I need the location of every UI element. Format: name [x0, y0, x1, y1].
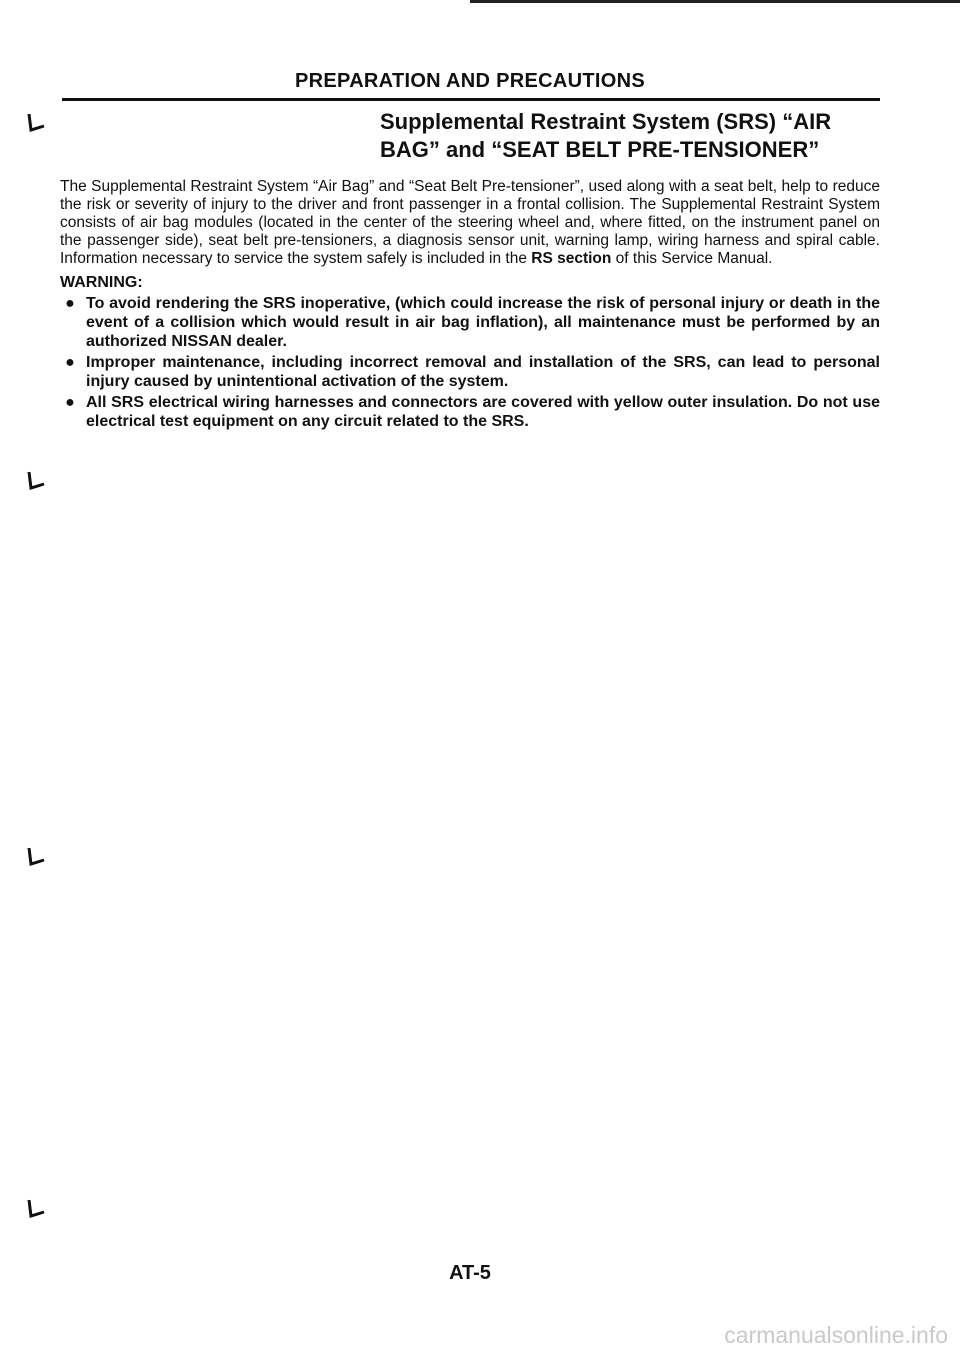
intro-paragraph: [60, 178, 880, 268]
binder-clip-mark-icon: [26, 112, 46, 136]
rs-section-reference: RS section: [531, 250, 612, 267]
warning-item: [60, 353, 880, 391]
warning-item-text: Improper maintenance, including incorrect removal and installation of the SRS, can lead to personal injury caused by unintentional activation of the system.: [86, 354, 880, 390]
warning-item: [60, 393, 880, 431]
warning-item-text: To avoid rendering the SRS inoperative, (which could increase the risk of personal injury or death in the event of a collision which would result in air bag inflation), all maintenance must be performed by an authorized NISSAN dealer.: [86, 295, 880, 350]
intro-text: The Supplemental Restraint System “Air Bag” and “Seat Belt Pre-tensioner”, used along with a seat belt, help to reduce the risk or severity of injury to the driver and front passenger in a frontal collision. The Supplemental Restraint System consists of air bag modules (located in the center of the steering wheel and, where fitted, on the instrument panel on the passenger side), seat belt pre-tensioners, a diagnosis sensor unit, warning lamp, wiring harness and spiral cable. Information necessary to service the system safely is included in the: [60, 178, 880, 267]
warning-list: [60, 294, 880, 431]
section-title-rule: [62, 98, 880, 101]
subsection-title-line-2: BAG” and “SEAT BELT PRE-TENSIONER”: [380, 137, 820, 162]
source-watermark-url: carmanualsonline.info: [724, 1322, 948, 1348]
binder-clip-mark-icon: [26, 470, 46, 494]
warning-heading: WARNING:: [60, 274, 143, 291]
bullet-icon: ●: [65, 354, 75, 371]
warning-item-text: All SRS electrical wiring harnesses and connectors are covered with yellow outer insulation. Do not use electrical test equipment on any circuit related to the SRS.: [86, 394, 880, 430]
warning-item: [60, 294, 880, 351]
scan-top-edge-line: [470, 0, 960, 3]
bullet-icon: ●: [65, 394, 75, 411]
subsection-title-line-1: Supplemental Restraint System (SRS) “AIR: [380, 109, 832, 134]
intro-text-end: of this Service Manual.: [611, 250, 773, 267]
bullet-icon: ●: [65, 295, 75, 312]
page-content: [60, 178, 880, 433]
section-title: PREPARATION AND PRECAUTIONS: [295, 70, 645, 92]
subsection-title: [380, 108, 880, 164]
binder-clip-mark-icon: [26, 846, 46, 870]
binder-clip-mark-icon: [26, 1198, 46, 1222]
page-number: AT-5: [449, 1262, 491, 1284]
